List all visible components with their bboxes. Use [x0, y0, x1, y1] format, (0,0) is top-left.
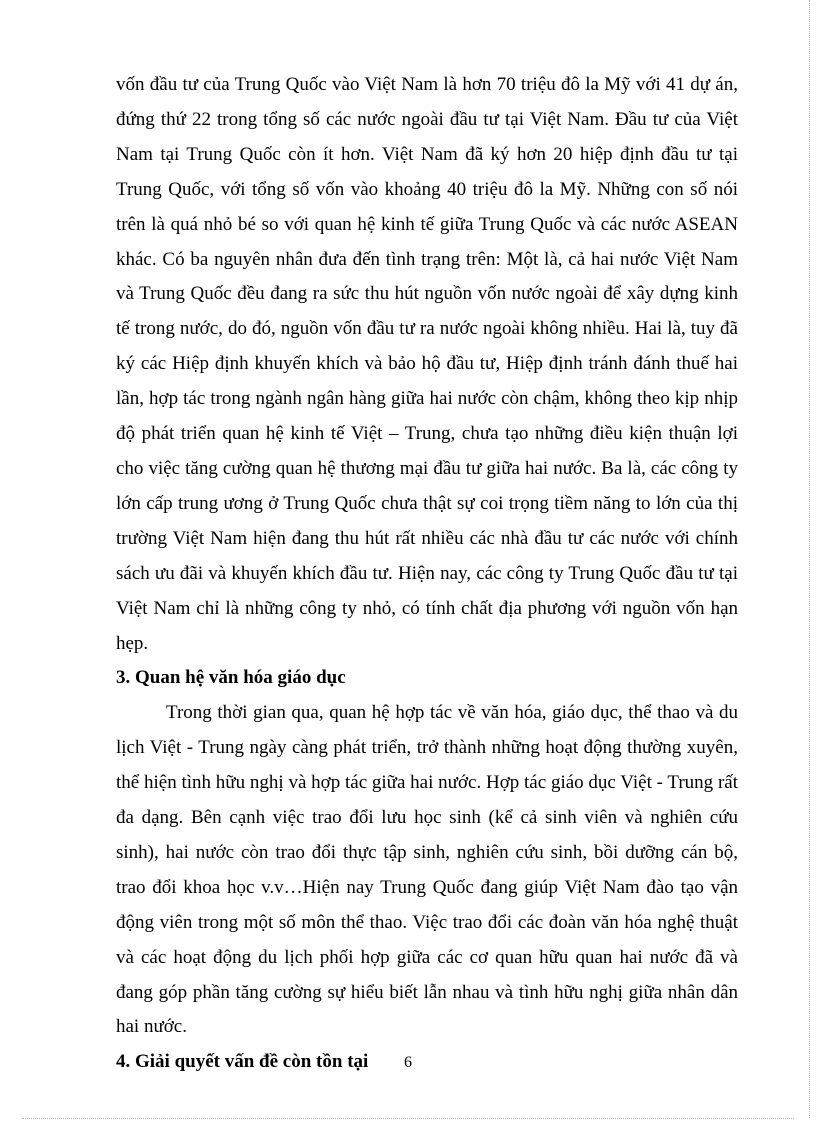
document-body: [116, 68, 738, 1080]
paragraph-culture-education: Trong thời gian qua, quan hệ hợp tác về văn hóa, giáo dục, thể thao và du lịch Việt - Trung ngày càng phát triển, trở thành những hoạt động thường xuyên, thể hiện tình hữu nghị và hợp tác giữa hai nước. Hợp tác giáo dục Việt - Trung rất đa dạng. Bên cạnh việc trao đổi lưu học sinh (kể cả sinh viên và nghiên cứu sinh), hai nước còn trao đổi thực tập sinh, nghiên cứu sinh, bồi dưỡng cán bộ, trao đổi khoa học v.v…Hiện nay Trung Quốc đang giúp Việt Nam đào tạo vận động viên trong một số môn thể thao. Việc trao đổi các đoàn văn hóa nghệ thuật và các hoạt động du lịch phối hợp giữa các cơ quan hữu quan hai nước đã và đang góp phần tăng cường sự hiểu biết lẫn nhau và tình hữu nghị giữa nhân dân hai nước.: [116, 702, 738, 1038]
page-right-border: [809, 0, 810, 1118]
section-heading-4: 4. Giải quyết vấn đề còn tồn tại: [116, 1051, 369, 1073]
page-number: 6: [404, 1054, 412, 1071]
paragraph-investment: vốn đầu tư của Trung Quốc vào Việt Nam là hơn 70 triệu đô la Mỹ với 41 dự án, đứng thứ 22 trong tổng số các nước ngoài đầu tư tại Việt Nam. Đầu tư của Việt Nam tại Trung Quốc còn ít hơn. Việt Nam đã ký hơn 20 hiệp định đầu tư tại Trung Quốc, với tổng số vốn vào khoảng 40 triệu đô la Mỹ. Những con số nói trên là quá nhỏ bé so với quan hệ kinh tế giữa Trung Quốc và các nước ASEAN khác. Có ba nguyên nhân đưa đến tình trạng trên: Một là, cả hai nước Việt Nam và Trung Quốc đều đang ra sức thu hút nguồn vốn nước ngoài để xây dựng kinh tế trong nước, do đó, nguồn vốn đầu tư ra nước ngoài không nhiều. Hai là, tuy đã ký các Hiệp định khuyến khích và bảo hộ đầu tư, Hiệp định tránh đánh thuế hai lần, hợp tác trong ngành ngân hàng giữa hai nước còn chậm, không theo kịp nhịp độ phát triển quan hệ kinh tế Việt – Trung, chưa tạo những điều kiện thuận lợi cho việc tăng cường quan hệ thương mại đầu tư giữa hai nước. Ba là, các công ty lớn cấp trung ương ở Trung Quốc chưa thật sự coi trọng tiềm năng to lớn của thị trường Việt Nam hiện đang thu hút rất nhiều các nhà đầu tư các nước với chính sách ưu đãi và khuyến khích đầu tư. Hiện nay, các công ty Trung Quốc đầu tư tại Việt Nam chỉ là những công ty nhỏ, có tính chất địa phương với nguồn vốn hạn hẹp.: [116, 74, 738, 654]
page-bottom-border: [22, 1118, 794, 1119]
section-heading-3: 3. Quan hệ văn hóa giáo dục: [116, 667, 346, 689]
